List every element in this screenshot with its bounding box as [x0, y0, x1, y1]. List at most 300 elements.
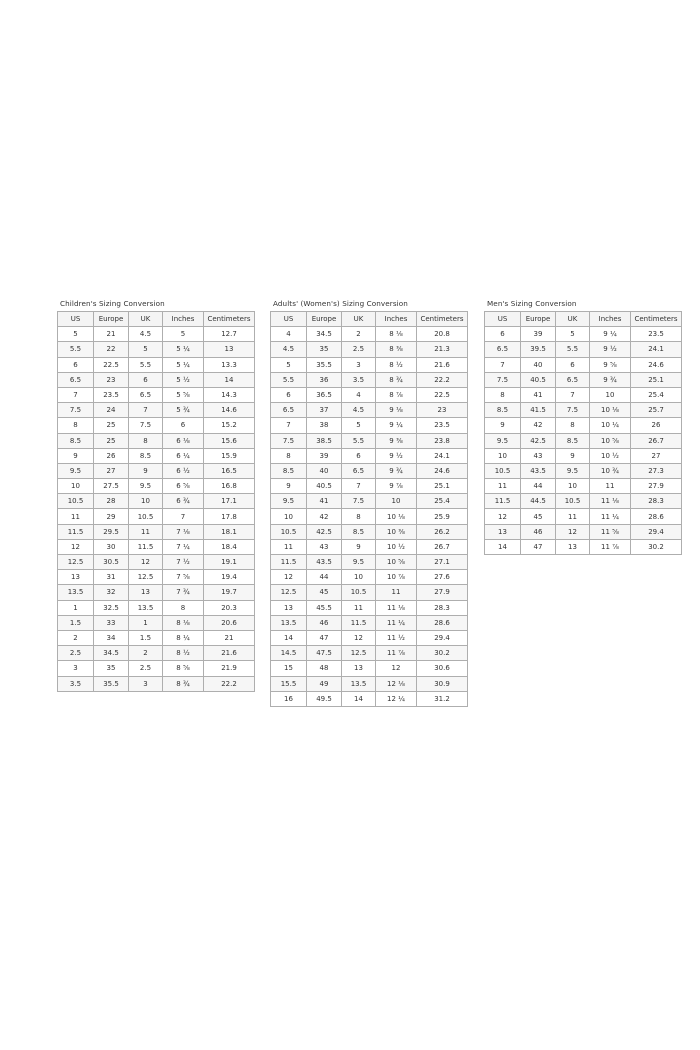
table-cell: 23: [94, 372, 129, 387]
table-cell: 6 ¼: [163, 448, 204, 463]
table-cell: 11 ⅛: [376, 600, 417, 615]
table-cell: 40.5: [307, 479, 342, 494]
table-cell: 17.1: [204, 494, 255, 509]
table-cell: 20.3: [204, 600, 255, 615]
table-cell: 9 ¾: [590, 372, 631, 387]
table-cell: 10.5: [342, 585, 376, 600]
table-cell: 14: [485, 539, 521, 554]
table-cell: 13: [271, 600, 307, 615]
table-cell: 5.5: [556, 342, 590, 357]
table-cell: 22.5: [94, 357, 129, 372]
table-cell: 2: [58, 630, 94, 645]
table-row: [58, 327, 255, 342]
table-cell: 42: [307, 509, 342, 524]
table-cell: 24: [94, 403, 129, 418]
table-row: [58, 524, 255, 539]
table-row: [58, 570, 255, 585]
table-cell: 7: [271, 418, 307, 433]
table-row: [271, 615, 468, 630]
table-cell: 27.5: [94, 479, 129, 494]
table-cell: 30.2: [417, 646, 468, 661]
table-cell: 6 ¾: [163, 494, 204, 509]
table-cell: 23.5: [94, 387, 129, 402]
table-cell: 3.5: [342, 372, 376, 387]
table-cell: 29.4: [417, 630, 468, 645]
table-cell: 10.5: [58, 494, 94, 509]
table-row: [485, 433, 682, 448]
table-cell: 8: [58, 418, 94, 433]
table-row: [271, 661, 468, 676]
table-cell: 6.5: [271, 403, 307, 418]
table-cell: 36: [307, 372, 342, 387]
column-header-inches: Inches: [376, 312, 417, 327]
table-cell: 5.5: [58, 342, 94, 357]
table-cell: 35: [94, 661, 129, 676]
table-cell: 22.2: [204, 676, 255, 691]
table-row: [271, 691, 468, 706]
table-row: [58, 448, 255, 463]
table-cell: 11.5: [58, 524, 94, 539]
table-cell: 27.9: [417, 585, 468, 600]
table-cell: 6.5: [342, 463, 376, 478]
table-cell: 4: [271, 327, 307, 342]
table-cell: 35: [307, 342, 342, 357]
table-cell: 32: [94, 585, 129, 600]
table-cell: 6 ⅛: [163, 433, 204, 448]
table-cell: 31.2: [417, 691, 468, 706]
table-cell: 12.7: [204, 327, 255, 342]
table-cell: 21.9: [204, 661, 255, 676]
table-cell: 13: [485, 524, 521, 539]
table-cell: 14.3: [204, 387, 255, 402]
table-cell: 15.9: [204, 448, 255, 463]
chart-title: Children's Sizing Conversion: [60, 299, 165, 308]
column-header-centimeters: Centimeters: [204, 312, 255, 327]
table-cell: 13.5: [129, 600, 163, 615]
table-cell: 29: [94, 509, 129, 524]
table-cell: 14: [204, 372, 255, 387]
table-row: [271, 372, 468, 387]
table-cell: 15: [271, 661, 307, 676]
table-cell: 26.2: [417, 524, 468, 539]
table-cell: 9.5: [58, 463, 94, 478]
table-cell: 11 ½: [376, 630, 417, 645]
table-cell: 8 ⅞: [376, 387, 417, 402]
table-cell: 9: [342, 539, 376, 554]
table-cell: 28.6: [417, 615, 468, 630]
table-cell: 8: [556, 418, 590, 433]
table-cell: 30.5: [94, 555, 129, 570]
table-cell: 3: [58, 661, 94, 676]
table-cell: 12: [342, 630, 376, 645]
table-cell: 5 ½: [163, 372, 204, 387]
table-cell: 44.5: [521, 494, 556, 509]
table-cell: 43: [307, 539, 342, 554]
table-cell: 21.3: [417, 342, 468, 357]
table-cell: 47.5: [307, 646, 342, 661]
table-cell: 39: [307, 448, 342, 463]
table-cell: 15.2: [204, 418, 255, 433]
table-cell: 14: [271, 630, 307, 645]
table-cell: 7: [163, 509, 204, 524]
table-cell: 23: [417, 403, 468, 418]
table-row: [58, 418, 255, 433]
table-cell: 41: [307, 494, 342, 509]
table-cell: 5: [342, 418, 376, 433]
table-row: [271, 570, 468, 585]
table-row: [271, 448, 468, 463]
table-cell: 5 ¼: [163, 357, 204, 372]
table-cell: 30: [94, 539, 129, 554]
table-row: [271, 676, 468, 691]
table-cell: 24.1: [631, 342, 682, 357]
table-cell: 1: [58, 600, 94, 615]
table-row: [58, 403, 255, 418]
table-row: [271, 479, 468, 494]
table-cell: 39: [521, 327, 556, 342]
table-cell: 2.5: [342, 342, 376, 357]
table-row: [58, 630, 255, 645]
table-cell: 10 ⅛: [590, 403, 631, 418]
table-cell: 21.6: [204, 646, 255, 661]
table-row: [58, 600, 255, 615]
table-cell: 7.5: [58, 403, 94, 418]
table-cell: 9 ⅝: [590, 357, 631, 372]
table-cell: 5: [271, 357, 307, 372]
table-cell: 35.5: [307, 357, 342, 372]
table-cell: 34.5: [307, 327, 342, 342]
mens-sizing-chart: [484, 299, 682, 555]
table-cell: 11 ⅝: [590, 524, 631, 539]
table-cell: 27.1: [417, 555, 468, 570]
table-cell: 25.4: [417, 494, 468, 509]
table-row: [271, 494, 468, 509]
table-cell: 33: [94, 615, 129, 630]
table-cell: 11: [342, 600, 376, 615]
table-cell: 10: [485, 448, 521, 463]
table-cell: 11: [271, 539, 307, 554]
sizing-table: [484, 311, 682, 555]
table-cell: 12.5: [129, 570, 163, 585]
table-cell: 26: [631, 418, 682, 433]
table-cell: 38.5: [307, 433, 342, 448]
table-cell: 13: [58, 570, 94, 585]
table-cell: 6: [163, 418, 204, 433]
table-cell: 8.5: [485, 403, 521, 418]
table-cell: 28.3: [631, 494, 682, 509]
table-cell: 7: [485, 357, 521, 372]
column-header-inches: Inches: [163, 312, 204, 327]
table-cell: 7 ¾: [163, 585, 204, 600]
table-cell: 45.5: [307, 600, 342, 615]
table-cell: 28.6: [631, 509, 682, 524]
table-cell: 49.5: [307, 691, 342, 706]
table-cell: 8.5: [556, 433, 590, 448]
table-cell: 22.2: [417, 372, 468, 387]
table-cell: 8: [342, 509, 376, 524]
table-row: [271, 539, 468, 554]
table-cell: 40: [307, 463, 342, 478]
table-cell: 9: [556, 448, 590, 463]
table-cell: 9.5: [485, 433, 521, 448]
table-cell: 39.5: [521, 342, 556, 357]
table-cell: 38: [307, 418, 342, 433]
table-cell: 20.8: [417, 327, 468, 342]
table-cell: 7 ¼: [163, 539, 204, 554]
table-cell: 25.9: [417, 509, 468, 524]
table-cell: 8 ½: [163, 646, 204, 661]
table-cell: 16.8: [204, 479, 255, 494]
table-cell: 11.5: [342, 615, 376, 630]
table-cell: 9: [485, 418, 521, 433]
table-cell: 13.5: [58, 585, 94, 600]
table-row: [271, 509, 468, 524]
table-row: [271, 433, 468, 448]
table-cell: 44: [307, 570, 342, 585]
table-cell: 24.6: [631, 357, 682, 372]
table-cell: 11: [129, 524, 163, 539]
table-cell: 16.5: [204, 463, 255, 478]
table-cell: 17.8: [204, 509, 255, 524]
table-row: [58, 433, 255, 448]
table-cell: 7.5: [129, 418, 163, 433]
table-cell: 12: [376, 661, 417, 676]
table-cell: 2: [342, 327, 376, 342]
table-cell: 27.3: [631, 463, 682, 478]
table-cell: 7: [342, 479, 376, 494]
table-cell: 16: [271, 691, 307, 706]
table-cell: 12: [556, 524, 590, 539]
table-cell: 26.7: [417, 539, 468, 554]
table-row: [58, 615, 255, 630]
table-row: [58, 387, 255, 402]
sizing-table: [57, 311, 255, 692]
table-cell: 18.4: [204, 539, 255, 554]
table-cell: 4.5: [129, 327, 163, 342]
table-cell: 13: [556, 539, 590, 554]
table-cell: 11 ¼: [376, 615, 417, 630]
table-cell: 11.5: [271, 555, 307, 570]
table-cell: 40.5: [521, 372, 556, 387]
table-cell: 26.7: [631, 433, 682, 448]
table-cell: 8: [271, 448, 307, 463]
table-cell: 30.9: [417, 676, 468, 691]
table-cell: 9 ¾: [376, 463, 417, 478]
table-cell: 9: [271, 479, 307, 494]
table-cell: 7.5: [485, 372, 521, 387]
table-cell: 1.5: [129, 630, 163, 645]
table-cell: 7.5: [342, 494, 376, 509]
table-cell: 4.5: [271, 342, 307, 357]
table-cell: 25.1: [417, 479, 468, 494]
table-cell: 15.6: [204, 433, 255, 448]
table-cell: 11.5: [129, 539, 163, 554]
table-cell: 24.1: [417, 448, 468, 463]
table-row: [271, 387, 468, 402]
table-cell: 6 ½: [163, 463, 204, 478]
table-cell: 10.5: [271, 524, 307, 539]
table-cell: 8.5: [129, 448, 163, 463]
table-cell: 5.5: [271, 372, 307, 387]
table-row: [271, 403, 468, 418]
table-cell: 3: [342, 357, 376, 372]
table-cell: 13.3: [204, 357, 255, 372]
table-cell: 6.5: [485, 342, 521, 357]
table-cell: 19.4: [204, 570, 255, 585]
table-cell: 34.5: [94, 646, 129, 661]
table-cell: 1.5: [58, 615, 94, 630]
chart-title: Men's Sizing Conversion: [487, 299, 577, 308]
column-header-centimeters: Centimeters: [417, 312, 468, 327]
table-cell: 13.5: [342, 676, 376, 691]
table-row: [58, 661, 255, 676]
table-cell: 30.6: [417, 661, 468, 676]
table-cell: 10: [376, 494, 417, 509]
table-row: [485, 448, 682, 463]
table-cell: 11: [485, 479, 521, 494]
table-row: [485, 524, 682, 539]
chart-title: Adults' (Women's) Sizing Conversion: [273, 299, 408, 308]
table-cell: 6: [556, 357, 590, 372]
table-cell: 25.4: [631, 387, 682, 402]
table-cell: 5 ¾: [163, 403, 204, 418]
table-cell: 5: [58, 327, 94, 342]
column-header-uk: UK: [129, 312, 163, 327]
table-cell: 21.6: [417, 357, 468, 372]
table-cell: 45: [521, 509, 556, 524]
table-cell: 13: [129, 585, 163, 600]
table-cell: 11: [376, 585, 417, 600]
table-cell: 2: [129, 646, 163, 661]
table-cell: 10 ½: [590, 448, 631, 463]
table-cell: 35.5: [94, 676, 129, 691]
table-row: [58, 509, 255, 524]
table-cell: 27.6: [417, 570, 468, 585]
table-cell: 25.1: [631, 372, 682, 387]
table-cell: 8.5: [271, 463, 307, 478]
table-row: [271, 357, 468, 372]
table-cell: 6 ⅝: [163, 479, 204, 494]
table-cell: 46: [307, 615, 342, 630]
column-header-us: US: [271, 312, 307, 327]
table-cell: 8 ⅜: [376, 342, 417, 357]
column-header-uk: UK: [342, 312, 376, 327]
table-cell: 6.5: [556, 372, 590, 387]
table-row: [485, 327, 682, 342]
table-cell: 12 ⅛: [376, 676, 417, 691]
table-cell: 2.5: [129, 661, 163, 676]
column-header-uk: UK: [556, 312, 590, 327]
table-cell: 12.5: [58, 555, 94, 570]
table-cell: 30.2: [631, 539, 682, 554]
table-cell: 5 ⅝: [163, 387, 204, 402]
table-cell: 25: [94, 433, 129, 448]
column-header-centimeters: Centimeters: [631, 312, 682, 327]
table-cell: 10: [129, 494, 163, 509]
table-row: [271, 342, 468, 357]
table-cell: 44: [521, 479, 556, 494]
table-cell: 12: [58, 539, 94, 554]
table-cell: 6: [271, 387, 307, 402]
table-cell: 10: [58, 479, 94, 494]
table-row: [485, 494, 682, 509]
table-cell: 20.6: [204, 615, 255, 630]
table-row: [485, 479, 682, 494]
table-cell: 7: [556, 387, 590, 402]
table-row: [485, 372, 682, 387]
table-cell: 10 ⅛: [376, 509, 417, 524]
table-cell: 10 ½: [376, 539, 417, 554]
table-cell: 40: [521, 357, 556, 372]
column-header-us: US: [485, 312, 521, 327]
table-cell: 25: [94, 418, 129, 433]
table-cell: 9 ½: [590, 342, 631, 357]
table-cell: 11 ⅞: [590, 539, 631, 554]
table-cell: 8: [129, 433, 163, 448]
table-cell: 9.5: [129, 479, 163, 494]
table-cell: 5: [556, 327, 590, 342]
table-cell: 6: [485, 327, 521, 342]
table-cell: 9 ⅛: [376, 403, 417, 418]
table-row: [271, 600, 468, 615]
table-row: [271, 463, 468, 478]
table-cell: 36.5: [307, 387, 342, 402]
table-cell: 9: [58, 448, 94, 463]
column-header-inches: Inches: [590, 312, 631, 327]
table-cell: 2.5: [58, 646, 94, 661]
sizing-table: [270, 311, 468, 707]
table-cell: 8 ¾: [163, 676, 204, 691]
table-row: [485, 509, 682, 524]
table-cell: 11: [590, 479, 631, 494]
table-cell: 37: [307, 403, 342, 418]
table-cell: 11.5: [485, 494, 521, 509]
table-row: [58, 342, 255, 357]
table-cell: 11: [556, 509, 590, 524]
table-row: [58, 585, 255, 600]
table-cell: 27.9: [631, 479, 682, 494]
table-cell: 43.5: [521, 463, 556, 478]
table-cell: 8 ⅛: [376, 327, 417, 342]
table-cell: 6.5: [58, 372, 94, 387]
column-header-us: US: [58, 312, 94, 327]
table-cell: 13.5: [271, 615, 307, 630]
table-cell: 9.5: [342, 555, 376, 570]
table-cell: 8: [485, 387, 521, 402]
table-cell: 31: [94, 570, 129, 585]
table-cell: 49: [307, 676, 342, 691]
table-row: [58, 676, 255, 691]
table-cell: 11 ¼: [590, 509, 631, 524]
table-cell: 22.5: [417, 387, 468, 402]
table-cell: 6: [129, 372, 163, 387]
table-cell: 10: [342, 570, 376, 585]
column-header-europe: Europe: [307, 312, 342, 327]
table-cell: 7 ⅝: [163, 570, 204, 585]
table-cell: 12.5: [342, 646, 376, 661]
table-cell: 23.5: [631, 327, 682, 342]
table-cell: 5: [129, 342, 163, 357]
table-row: [485, 403, 682, 418]
table-cell: 32.5: [94, 600, 129, 615]
table-cell: 11: [58, 509, 94, 524]
table-cell: 10: [556, 479, 590, 494]
table-cell: 29.5: [94, 524, 129, 539]
table-cell: 11 ⅞: [376, 646, 417, 661]
table-row: [271, 327, 468, 342]
table-cell: 34: [94, 630, 129, 645]
column-header-europe: Europe: [94, 312, 129, 327]
